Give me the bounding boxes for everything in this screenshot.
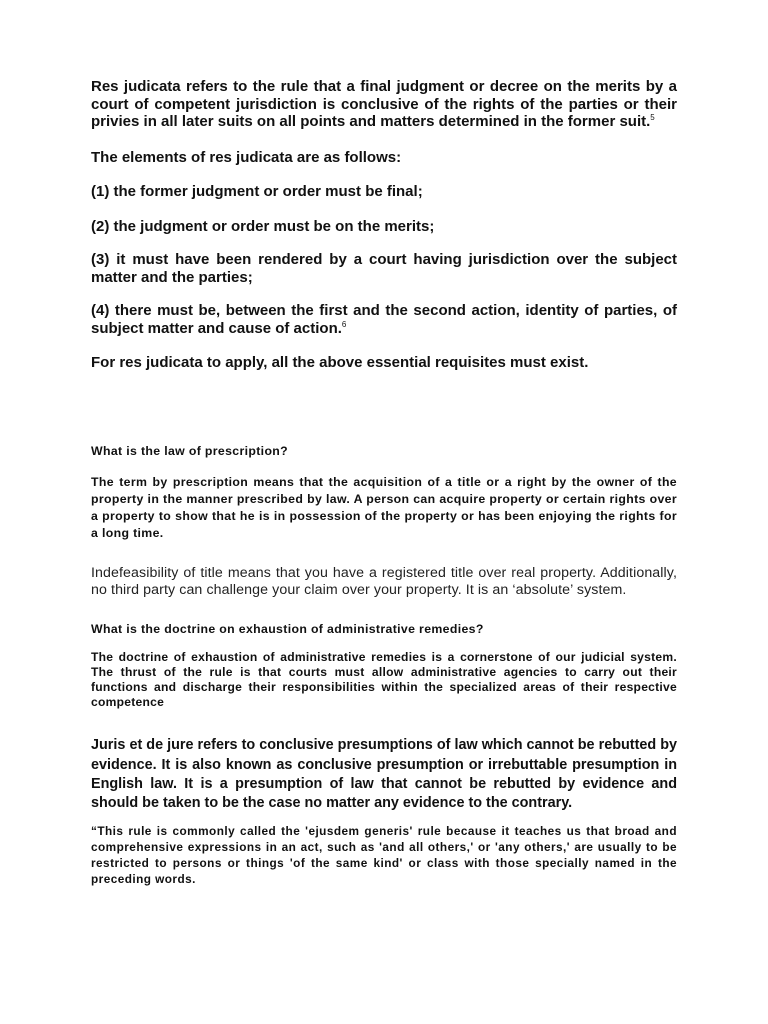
prescription-question: What is the law of prescription? — [91, 443, 289, 458]
indefeasibility-paragraph: Indefeasibility of title means that you have a registered title over real property. Additionally, no third party can challenge your claim over your property. It is an ‘absolute’ system. — [91, 564, 677, 598]
res-judicata-conclusion: For res judicata to apply, all the above essential requisites must exist. — [91, 354, 589, 371]
footnote-marker-6: 6 — [341, 319, 347, 329]
res-judicata-definition-text: Res judicata refers to the rule that a final judgment or decree on the merits by a court of competent jurisdiction is conclusive of the rights of the parties or their privies in all later suits on all points and matters determined in the former suit. — [91, 78, 677, 130]
prescription-answer: The term by prescription means that the acquisition of a title or a right by the owner of the property in the manner prescribed by law. A person can acquire property or certain rights over a property to show that he is in possession of the property or has been enjoying the rights for a long time. — [91, 474, 677, 540]
element-2: (2) the judgment or order must be on the merits; — [91, 217, 435, 235]
juris-et-de-jure-paragraph: Juris et de jure refers to conclusive presumptions of law which cannot be rebutted by evidence. It is also known as conclusive presumption or irrebuttable presumption in English law. It is a presumption of law that cannot be rebutted by evidence and should be taken to be the case no matter any evidence to the contrary. — [91, 737, 677, 811]
footnote-marker-5: 5 — [650, 113, 655, 122]
ejusdem-generis-quote: “This rule is commonly called the 'ejusdem generis' rule because it teaches us that broad and comprehensive expressions in an act, such as 'and all others,' or 'any others,' are usually to be restricted to persons or things 'of the same kind' or class with those specially named in the preceding words. — [91, 824, 677, 887]
element-4-text: (4) there must be, between the first and the second action, identity of parties, of subject matter and cause of action. — [91, 302, 677, 337]
element-3: (3) it must have been rendered by a court having jurisdiction over the subject matter and the parties; — [91, 251, 677, 286]
element-1: (1) the former judgment or order must be final; — [91, 183, 423, 200]
exhaustion-answer: The doctrine of exhaustion of administrative remedies is a cornerstone of our judicial system. The thrust of the rule is that courts must allow administrative agencies to carry out their functions and discharge their responsibilities within the specialized areas of their respective competence — [91, 649, 677, 710]
exhaustion-question: What is the doctrine on exhaustion of administrative remedies? — [91, 621, 484, 636]
document-page — [91, 78, 677, 887]
res-judicata-definition — [91, 78, 677, 131]
element-4 — [91, 302, 677, 337]
elements-intro: The elements of res judicata are as follows: — [91, 148, 402, 166]
